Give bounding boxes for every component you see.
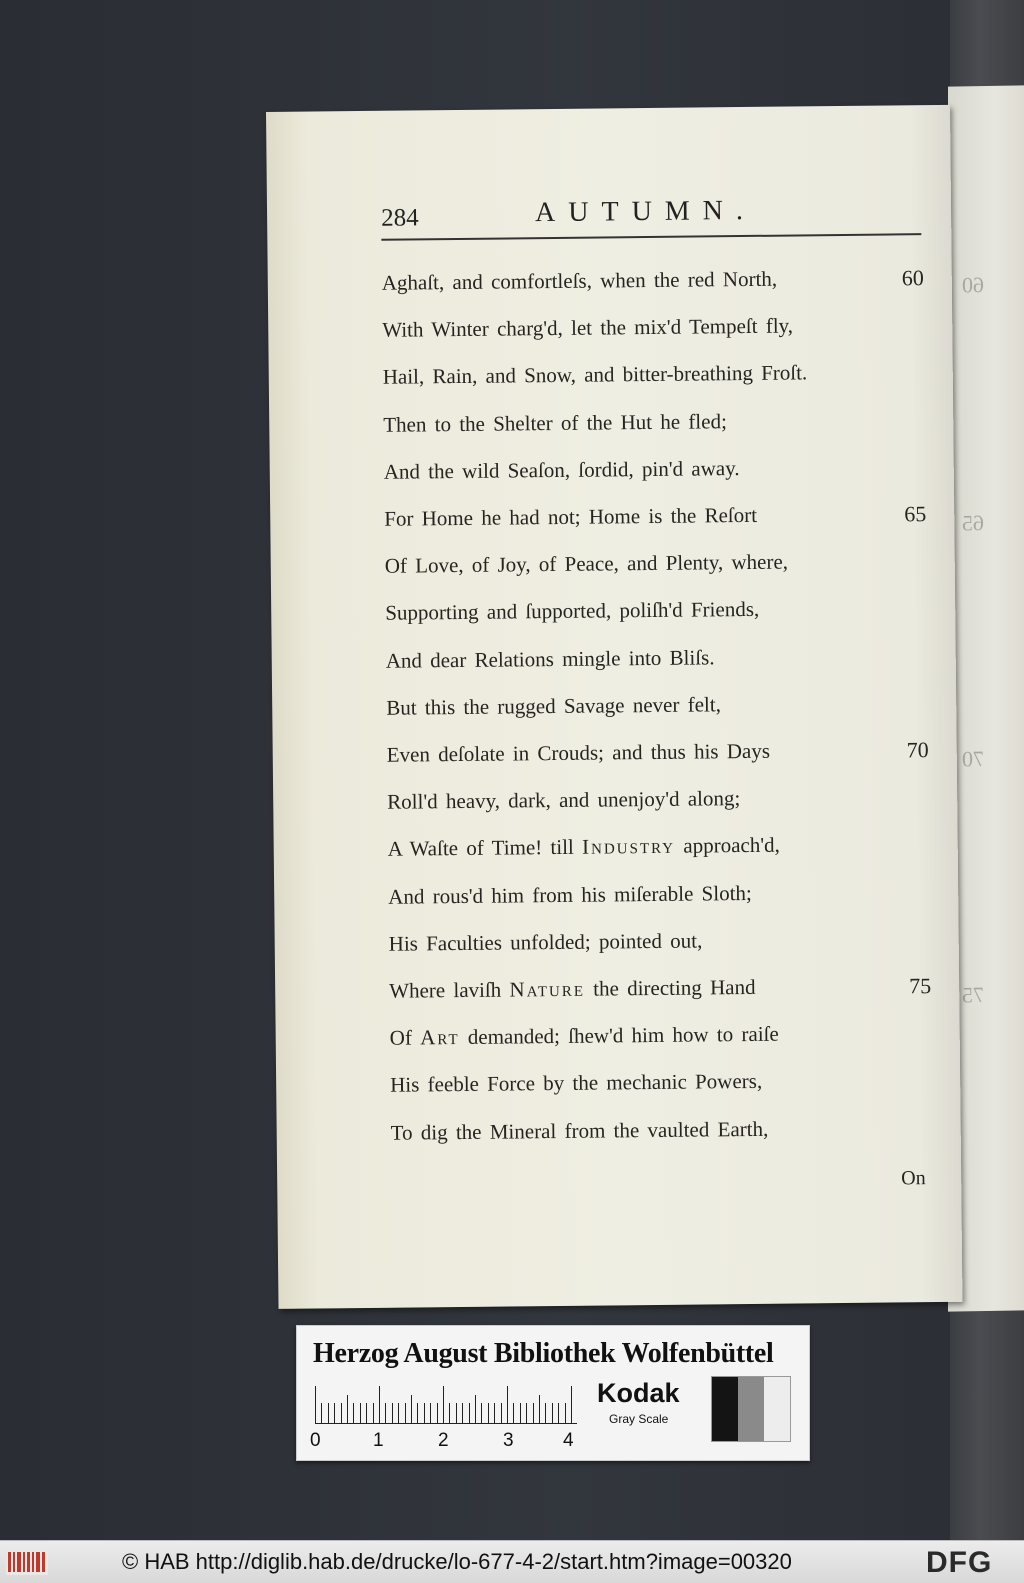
gray-patch (738, 1377, 764, 1441)
kodak-logo: Kodak (597, 1378, 680, 1408)
mirrored-line-number: 75 (962, 982, 984, 1008)
ruler-tick (405, 1403, 406, 1423)
source-url-link[interactable]: © HAB http://diglib.hab.de/drucke/lo-677-4-2/start.htm?image=00320 (122, 1549, 792, 1574)
ruler-number: 0 (310, 1430, 321, 1451)
verse-text: Of (389, 1025, 421, 1050)
ruler-tick (392, 1403, 393, 1423)
gray-patch (712, 1377, 738, 1441)
ruler-tick (565, 1403, 566, 1423)
ruler-tick (533, 1403, 534, 1423)
verse-line: Supporting and ſupported, poliſh'd Friends, (385, 597, 760, 626)
ruler-tick (449, 1403, 450, 1423)
dfg-logo: DFG (926, 1546, 993, 1579)
verse-text: A Waſte of Time! till (387, 835, 583, 862)
institution-name: Herzog August Bibliothek Wolfenbüttel (313, 1338, 774, 1369)
mirrored-line-number: 70 (962, 746, 984, 772)
ruler-tick (539, 1395, 540, 1423)
ruler-number: 1 (373, 1430, 384, 1451)
ruler-tick (488, 1403, 489, 1423)
verse-line: Of Love, of Joy, of Peace, and Plenty, where, (384, 549, 789, 578)
verse-line: And the wild Seaſon, ſordid, pin'd away. (383, 455, 740, 484)
ruler-tick (341, 1403, 342, 1423)
ruler-tick (513, 1403, 514, 1423)
gray-scale-patches (711, 1376, 791, 1442)
small-caps-word: Art (419, 1025, 460, 1050)
ruler-tick (424, 1403, 425, 1423)
line-number: 65 (904, 501, 927, 527)
ruler-tick (526, 1403, 527, 1423)
ruler-tick (411, 1395, 412, 1423)
ruler-tick (321, 1403, 322, 1423)
verse-text: the directing Hand (584, 974, 756, 1001)
hab-logo-icon (6, 1549, 48, 1575)
verse-line: Then to the Shelter of the Hut he fled; (383, 408, 727, 437)
verse-text: approach'd, (674, 833, 780, 859)
verse-line: His Faculties unfolded; pointed out, (388, 928, 703, 956)
verse-line (389, 975, 756, 1004)
verse-line: And rous'd him from his miſerable Sloth; (388, 880, 752, 909)
ruler-tick (315, 1386, 316, 1423)
ruler-tick (379, 1386, 380, 1423)
ruler-tick (462, 1403, 463, 1423)
page-number: 284 (380, 204, 419, 232)
ruler-tick (353, 1403, 354, 1423)
ruler-tick (469, 1403, 470, 1423)
verse-line: Roll'd heavy, dark, and unenjoy'd along; (387, 786, 741, 814)
gray-scale-label: Gray Scale (609, 1412, 669, 1426)
ruler-number: 4 (563, 1430, 574, 1451)
ruler-tick (456, 1403, 457, 1423)
footer-bar (0, 1540, 1024, 1583)
ruler-tick (545, 1403, 546, 1423)
verse-line: And dear Relations mingle into Bliſs. (385, 644, 715, 673)
ruler-tick (481, 1403, 482, 1423)
verse-line: Hail, Rain, and Snow, and bitter-breathing Froſt. (382, 360, 808, 390)
ruler-tick (360, 1403, 361, 1423)
ruler-tick (334, 1403, 335, 1423)
ruler-tick (328, 1403, 329, 1423)
ruler-number: 3 (503, 1430, 514, 1451)
ruler-tick (571, 1386, 572, 1423)
ruler-tick (552, 1403, 553, 1423)
ruler-tick (385, 1403, 386, 1423)
ruler-tick (417, 1403, 418, 1423)
small-caps-word: Nature (509, 976, 586, 1002)
ruler-tick (430, 1403, 431, 1423)
mirrored-line-number: 65 (962, 510, 984, 536)
ruler-number: 2 (438, 1430, 449, 1451)
ruler-tick (507, 1386, 508, 1423)
ruler-tick (398, 1403, 399, 1423)
gray-patch (764, 1377, 790, 1441)
ruler-tick (443, 1386, 444, 1423)
page-header (381, 193, 921, 239)
verse-line: Aghaſt, and comfortleſs, when the red North, (381, 266, 778, 295)
ruler-baseline (315, 1423, 577, 1424)
mirrored-line-number: 60 (962, 272, 984, 298)
verse-line (390, 1022, 779, 1051)
verse-line: Even deſolate in Crouds; and thus his Days (386, 738, 771, 767)
ruler-tick (366, 1403, 367, 1423)
verse-line: For Home he had not; Home is the Reſort (384, 502, 758, 531)
small-caps-word: Industry (581, 834, 676, 860)
verse-line: His feeble Force by the mechanic Powers, (390, 1069, 763, 1098)
running-title: AUTUMN. (534, 194, 757, 229)
line-number: 60 (901, 265, 924, 291)
measurement-ruler (315, 1386, 577, 1426)
ruler-tick (558, 1403, 559, 1423)
ruler-tick (501, 1403, 502, 1423)
verse-text: demanded; ſhew'd him how to raiſe (459, 1021, 779, 1050)
line-number: 70 (906, 737, 929, 763)
line-number: 75 (909, 973, 932, 999)
color-calibration-card (296, 1325, 810, 1461)
ruler-tick (475, 1395, 476, 1423)
verse-line: But this the rugged Savage never felt, (386, 692, 722, 720)
verse-line: With Winter charg'd, let the mix'd Tempeſt fly, (382, 313, 794, 342)
ruler-tick (373, 1403, 374, 1423)
verse-line: To dig the Mineral from the vaulted Earth, (390, 1116, 769, 1145)
book-page (266, 105, 962, 1309)
verse-text: Where laviſh (389, 977, 510, 1003)
verse-line (388, 833, 780, 862)
ruler-tick (494, 1403, 495, 1423)
ruler-tick (437, 1403, 438, 1423)
ruler-tick (347, 1395, 348, 1423)
ruler-tick (520, 1403, 521, 1423)
catchword: On (901, 1167, 926, 1190)
